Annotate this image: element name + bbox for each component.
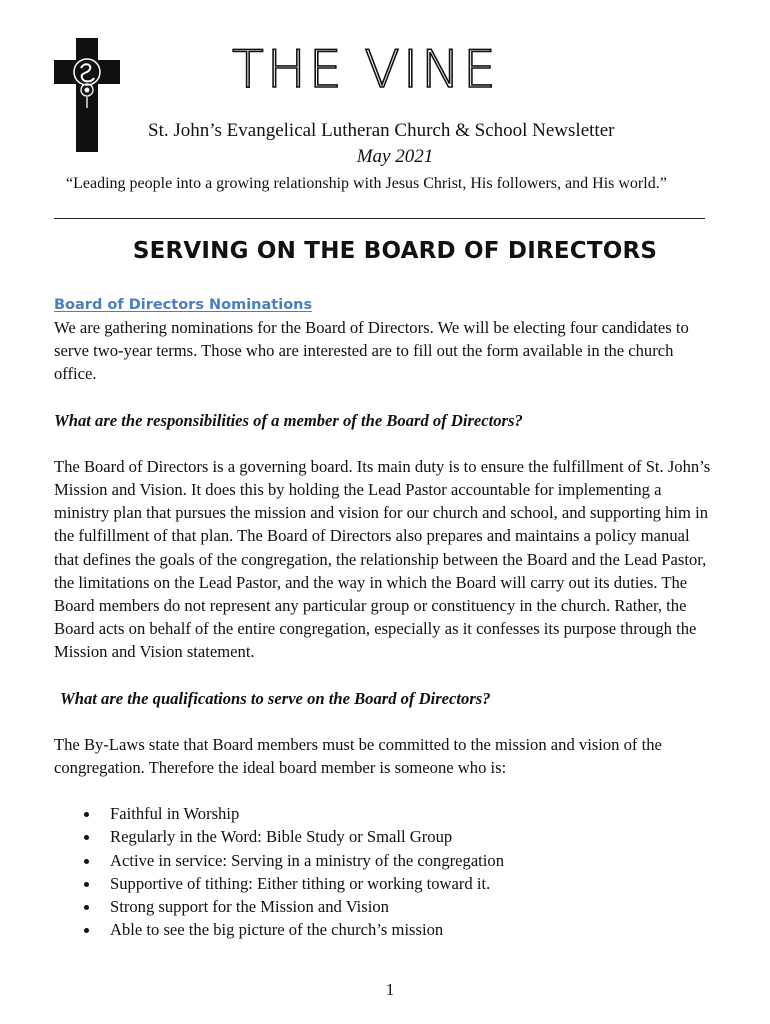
list-item: Active in service: Serving in a ministry of the congregation <box>80 849 714 872</box>
page-number: 1 <box>385 980 395 999</box>
nominations-link[interactable]: Board of Directors Nominations <box>54 297 313 313</box>
newsletter-masthead-title: THE VINE <box>232 40 499 100</box>
list-item: Supportive of tithing: Either tithing or working toward it. <box>80 872 714 895</box>
newsletter-subtitle: St. John’s Evangelical Lutheran Church & School Newsletter <box>148 120 615 141</box>
article-body <box>54 292 714 941</box>
mission-tagline: “Leading people into a growing relationship with Jesus Christ, His followers, and His world.” <box>66 175 667 192</box>
qualifications-list <box>54 802 714 941</box>
responsibilities-question: What are the responsibilities of a member of the Board of Directors? <box>54 410 523 430</box>
qualifications-intro: The By-Laws state that Board members must be committed to the mission and vision of the congregation. Therefore the ideal board member is someone who is: <box>54 734 662 778</box>
qualifications-question: What are the qualifications to serve on the Board of Directors? <box>60 688 491 708</box>
section-heading: SERVING ON THE BOARD OF DIRECTORS <box>132 238 658 264</box>
list-item: Able to see the big picture of the church’s mission <box>80 918 714 941</box>
list-item: Faithful in Worship <box>80 802 714 825</box>
list-item: Regularly in the Word: Bible Study or Small Group <box>80 825 714 848</box>
intro-paragraph: We are gathering nominations for the Board of Directors. We will be electing four candidates to serve two-year terms. Those who are interested are to fill out the form available in the church office. <box>54 318 689 384</box>
issue-date: May 2021 <box>356 146 434 167</box>
list-item: Strong support for the Mission and Vision <box>80 895 714 918</box>
responsibilities-answer: The Board of Directors is a governing board. Its main duty is to ensure the fulfillment of St. John’s Mission and Vision. It does this by holding the Lead Pastor accountable for implementing a ministry plan that pursues the mission and vision for our church and school, and supporting him in the fulfillment of that plan. The Board of Directors also prepares and maintains a policy manual that defines the goals of the congregation, the relationship between the Board and the Lead Pastor, the limitations on the Lead Pastor, and the way in which the Board will carry out its duties. The Board members do not represent any particular group or constituency in the church. Rather, the Board acts on behalf of the entire congregation, especially as it confesses its purpose through the Mission and Vision statement. <box>54 456 711 662</box>
header-divider <box>54 218 705 219</box>
